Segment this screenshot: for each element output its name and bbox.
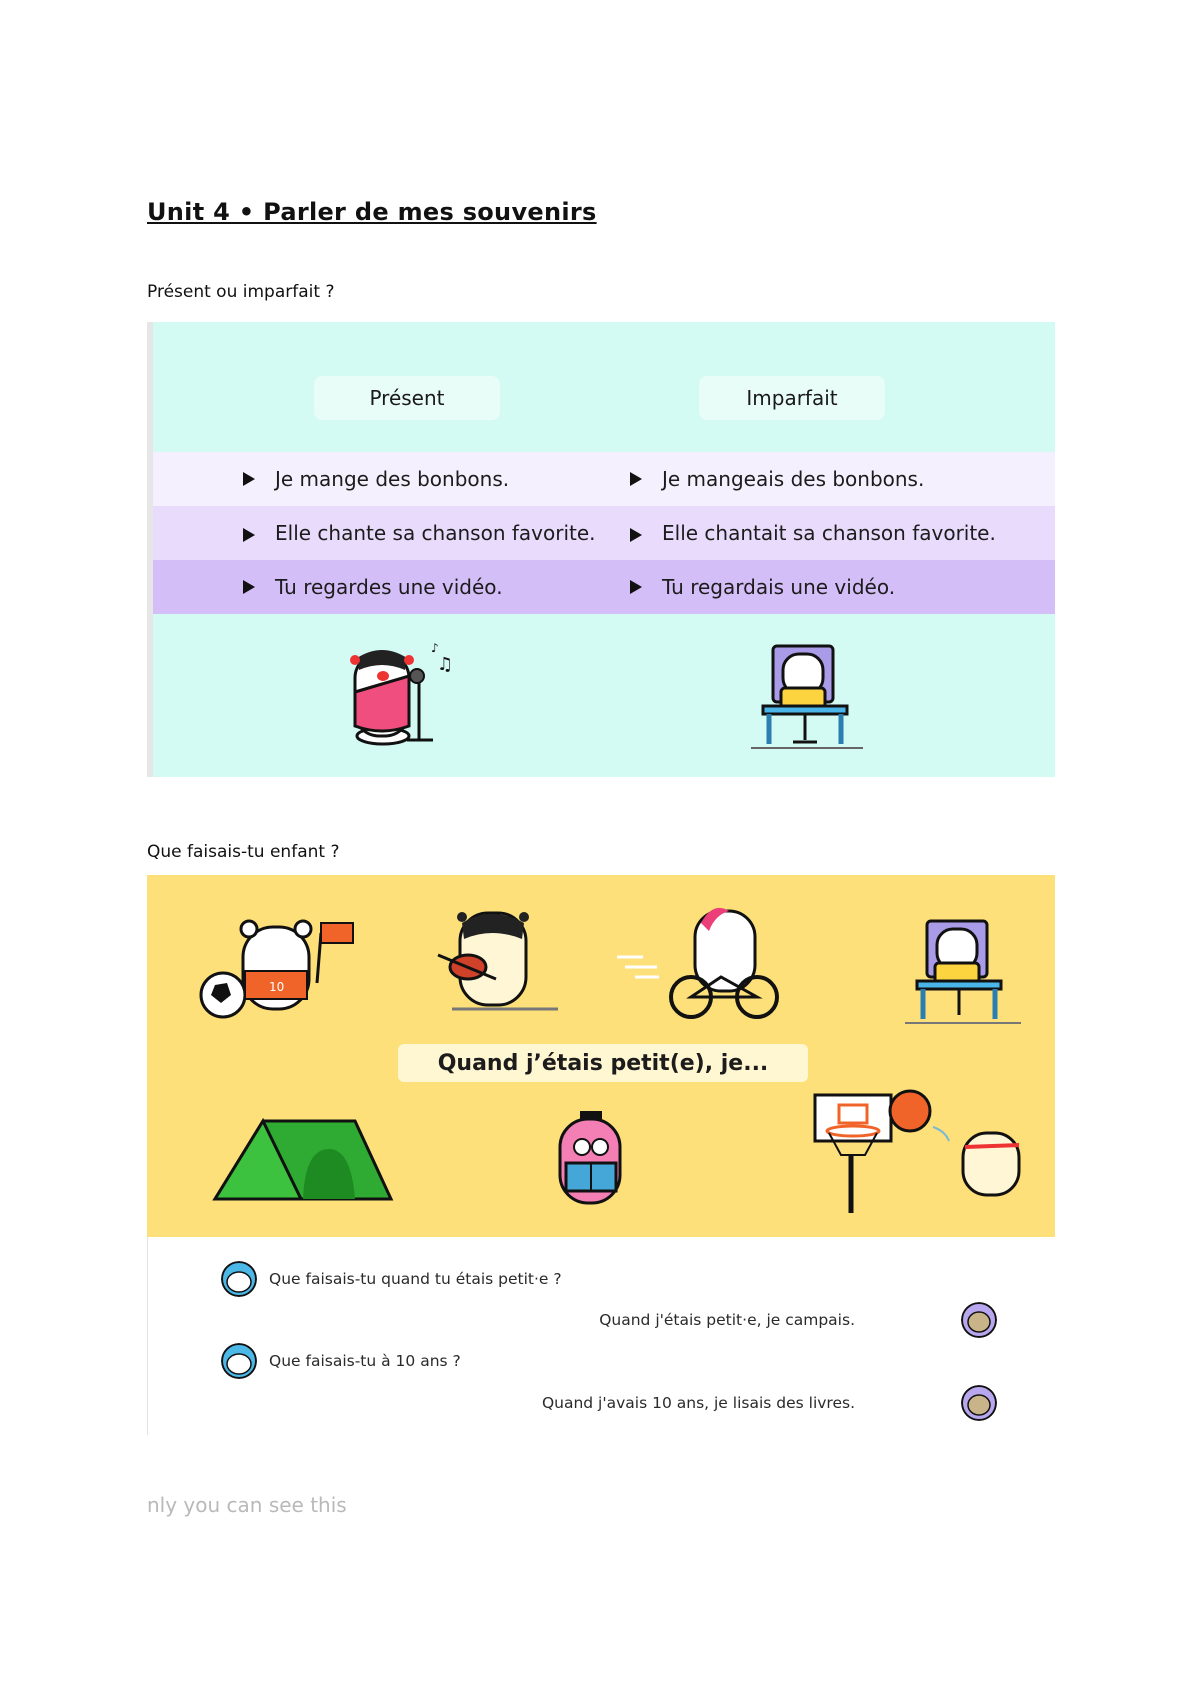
- cyclist-character-illustration: [617, 901, 797, 1021]
- tense-comparison-figure: [147, 322, 1055, 777]
- owl-avatar-icon: [961, 1302, 997, 1338]
- svg-text:♪: ♪: [431, 641, 439, 655]
- singing-character-illustration: [347, 640, 487, 750]
- violin-character-illustration: [432, 905, 562, 1015]
- footer-watermark-text: nly you can see this: [147, 1493, 347, 1517]
- dialogue-question-1: Que faisais-tu quand tu étais petit·e ?: [269, 1270, 562, 1288]
- dialogue-area: [147, 1237, 1055, 1435]
- dialogue-answer-1: Quand j'étais petit·e, je campais.: [599, 1311, 855, 1329]
- play-bullet-icon: [243, 580, 255, 594]
- tense-row: [153, 560, 1055, 614]
- dialogue-left-border: [147, 1237, 148, 1435]
- play-bullet-icon: [243, 528, 255, 542]
- imparfait-sentence: Elle chantait sa chanson favorite.: [662, 521, 996, 545]
- football-character-illustration: [197, 913, 357, 1023]
- owl-avatar-icon: [961, 1385, 997, 1421]
- play-bullet-icon: [630, 528, 642, 542]
- page-title: Unit 4 • Parler de mes souvenirs: [147, 198, 597, 226]
- present-sentence: Elle chante sa chanson favorite.: [275, 521, 596, 545]
- play-bullet-icon: [630, 580, 642, 594]
- play-bullet-icon: [243, 472, 255, 486]
- svg-text:♫: ♫: [437, 654, 454, 675]
- imparfait-header: Imparfait: [699, 376, 885, 420]
- dialogue-question-2: Que faisais-tu à 10 ans ?: [269, 1352, 461, 1370]
- present-sentence: Tu regardes une vidéo.: [275, 575, 503, 599]
- present-sentence: Je mange des bonbons.: [275, 467, 510, 491]
- imparfait-sentence: Je mangeais des bonbons.: [662, 467, 925, 491]
- computer-character-illustration: [905, 919, 1025, 1029]
- reading-character-illustration: [542, 1111, 642, 1211]
- tense-row: [153, 452, 1055, 506]
- basketball-character-illustration: [807, 1089, 1037, 1219]
- section-heading-present-imparfait: Présent ou imparfait ?: [147, 282, 335, 302]
- svg-text:10: 10: [269, 980, 285, 994]
- section-heading-enfant: Que faisais-tu enfant ?: [147, 842, 340, 862]
- computer-user-illustration: [751, 644, 871, 754]
- scene-banner: Quand j’étais petit(e), je...: [398, 1044, 808, 1082]
- childhood-scene-figure: [147, 875, 1055, 1237]
- tense-row: [153, 506, 1055, 560]
- play-bullet-icon: [630, 472, 642, 486]
- imparfait-sentence: Tu regardais une vidéo.: [662, 575, 896, 599]
- present-header: Présent: [314, 376, 500, 420]
- dialogue-answer-2: Quand j'avais 10 ans, je lisais des livres.: [541, 1394, 855, 1412]
- cat-avatar-icon: [221, 1343, 257, 1379]
- cat-avatar-icon: [221, 1261, 257, 1297]
- tent-illustration: [205, 1107, 405, 1207]
